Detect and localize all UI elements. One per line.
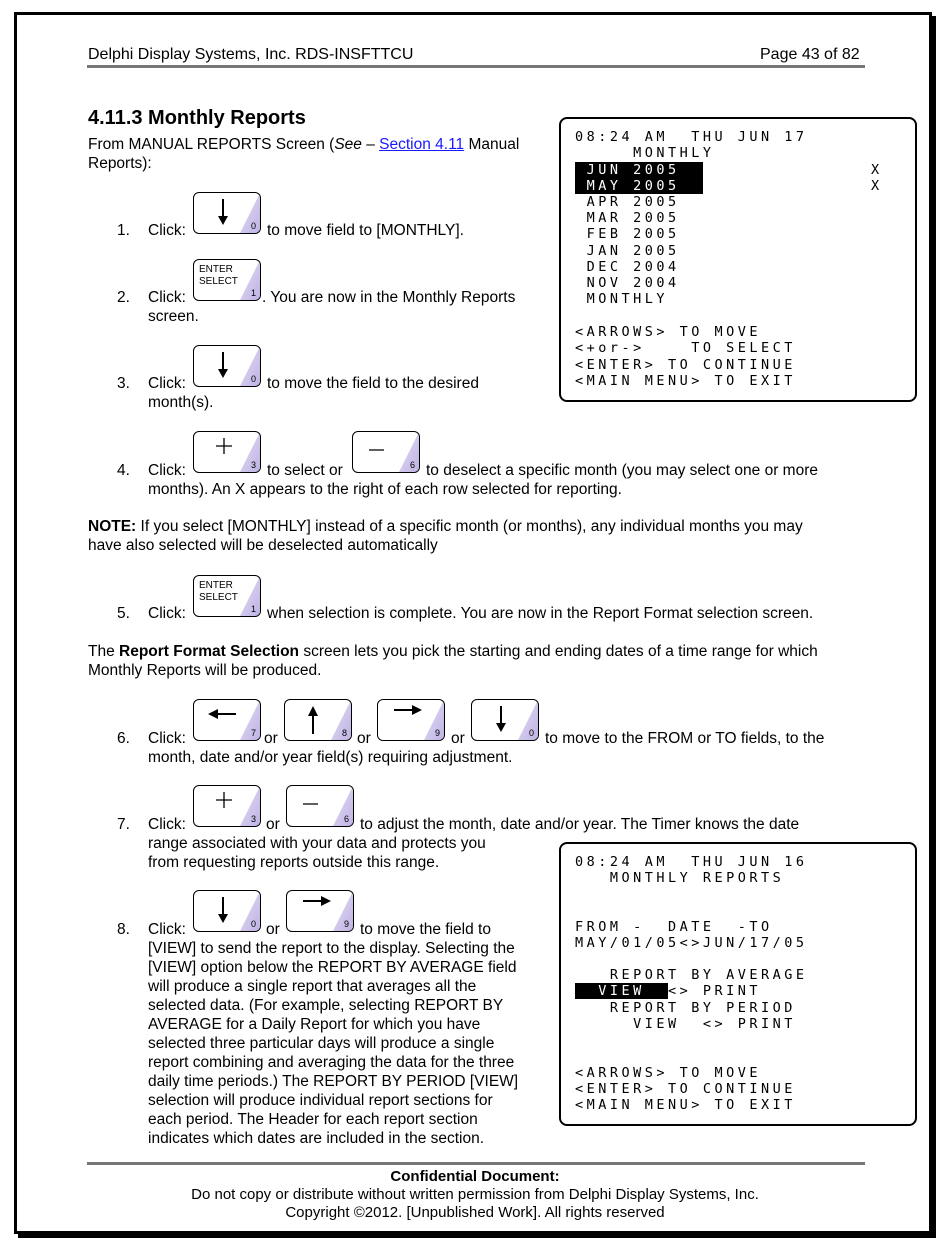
step-1-text: to move field to [MONTHLY]. <box>267 222 464 239</box>
screen-heading: MONTHLY <box>575 145 715 161</box>
screen-view-print-row <box>575 983 761 999</box>
note-line1: If you select [MONTHLY] instead of a specific month (or months), any individual months you may <box>136 518 803 535</box>
key-number: 8 <box>341 728 347 738</box>
screen-row: DEC 2004 <box>575 259 680 275</box>
step-8-line: [VIEW] to send the report to the display. Selecting the <box>148 940 515 957</box>
step-3-text2: month(s). <box>148 394 214 411</box>
step-4-click: Click: <box>148 462 186 479</box>
step-4-number: 4. <box>117 462 130 479</box>
step-4-text: to deselect a specific month (you may select one or more <box>426 462 818 479</box>
step-6-or: or <box>451 730 465 747</box>
step-2-number: 2. <box>117 289 130 306</box>
step-1-click: Click: <box>148 222 186 239</box>
left-arrow-key <box>193 699 261 741</box>
note-line2: have also selected will be deselected automatically <box>88 537 438 554</box>
down-arrow-key <box>193 192 261 234</box>
screen-row: NOV 2004 <box>575 275 680 291</box>
step-6-text2: month, date and/or year field(s) requiring adjustment. <box>148 749 513 766</box>
step-3-number: 3. <box>117 375 130 392</box>
screen-report-by-period: REPORT BY PERIOD <box>575 1000 796 1016</box>
screen-help-line: <ARROWS> TO MOVE <box>575 1065 762 1081</box>
step-8-line: [VIEW] option below the REPORT BY AVERAGE field <box>148 959 517 976</box>
step-5-number: 5. <box>117 605 130 622</box>
key-number: 6 <box>343 814 349 824</box>
minus-key <box>286 785 354 827</box>
right-arrow-key <box>286 890 354 932</box>
key-number: 1 <box>250 288 256 298</box>
step-8-line: indicates which dates are included in the section. <box>148 1130 485 1147</box>
plus-key <box>193 431 261 473</box>
screen-report-by-average: REPORT BY AVERAGE <box>575 967 808 983</box>
step-7-text: to adjust the month, date and/or year. The Timer knows the date <box>360 816 800 833</box>
key-number: 9 <box>434 728 440 738</box>
right-arrow-key <box>377 699 445 741</box>
rf-bold: Report Format Selection <box>119 643 300 660</box>
step-8-line: each period. The Header for each report section <box>148 1111 478 1128</box>
rf-line2: Monthly Reports will be produced. <box>88 662 322 679</box>
screen-help-line: <+or-> TO SELECT <box>575 340 796 356</box>
step-1-number: 1. <box>117 222 130 239</box>
header-rule <box>87 65 865 68</box>
screen-date-range: MAY/01/05<>JUN/17/05 <box>575 935 808 951</box>
screen-row: MONTHLY <box>575 291 669 307</box>
section-title: 4.11.3 Monthly Reports <box>88 107 306 129</box>
step-2-text2: screen. <box>148 308 199 325</box>
key-number: 9 <box>343 919 349 929</box>
step-8-paragraph <box>148 939 548 1148</box>
enter-select-key <box>193 575 261 617</box>
step-7-text2: range associated with your data and protects you <box>148 835 486 852</box>
rf-post: screen lets you pick the starting and ending dates of a time range for which <box>299 643 818 660</box>
key-number: 3 <box>250 460 256 470</box>
screen-clock-line: 08:24 AM THU JUN 16 <box>575 854 808 870</box>
screen-help-line: <ENTER> TO CONTINUE <box>575 1081 796 1097</box>
header-page-number: Page 43 of 82 <box>760 46 860 63</box>
step-8-line: selected data. (For example, selecting REPORT BY <box>148 997 504 1014</box>
step-5-text: when selection is complete. You are now in the Report Format selection screen. <box>267 605 814 622</box>
intro-see: See <box>334 136 362 153</box>
screen-help-line: <MAIN MENU> TO EXIT <box>575 373 796 389</box>
down-arrow-key <box>471 699 539 741</box>
screen-view-print-row: VIEW <> PRINT <box>575 1016 796 1032</box>
step-7-or: or <box>266 816 280 833</box>
step-6-number: 6. <box>117 730 130 747</box>
report-format-screen <box>559 842 917 1126</box>
key-number: 0 <box>250 221 256 231</box>
step-2-click: Click: <box>148 289 186 306</box>
key-number: 1 <box>250 604 256 614</box>
step-8-line: daily time periods.) The REPORT BY PERIOD [VIEW] <box>148 1073 519 1090</box>
key-number: 0 <box>528 728 534 738</box>
screen-help-line: <ARROWS> TO MOVE <box>575 324 762 340</box>
enter-select-key <box>193 259 261 301</box>
step-8-line: will produce a single report that averages all the <box>148 978 477 995</box>
enter-label: ENTER <box>199 580 233 591</box>
step-4-mid: to select or <box>267 462 343 479</box>
step-8-number: 8. <box>117 921 130 938</box>
step-8-line: selected three particular days will produce a single <box>148 1035 495 1052</box>
view-print-rest: <> PRINT <box>668 983 762 999</box>
intro-text <box>88 135 548 173</box>
row-highlight: JUN 2005 <box>575 162 703 178</box>
intro-pre: From MANUAL REPORTS Screen ( <box>88 136 335 153</box>
step-5-click: Click: <box>148 605 186 622</box>
step-7-click: Click: <box>148 816 186 833</box>
enter-label: ENTER <box>199 264 233 275</box>
screen-row: APR 2005 <box>575 194 680 210</box>
screen-row: FEB 2005 <box>575 226 680 242</box>
key-number: 0 <box>250 919 256 929</box>
key-number: 6 <box>409 460 415 470</box>
step-8-click: Click: <box>148 921 186 938</box>
step-7-text3: from requesting reports outside this range. <box>148 854 440 871</box>
step-2-text: . You are now in the Monthly Reports <box>262 289 516 306</box>
view-highlight: VIEW <box>575 983 669 999</box>
step-3-click: Click: <box>148 375 186 392</box>
screen-row-selected <box>575 162 703 178</box>
note-block <box>88 517 878 555</box>
step-8-text: to move the field to <box>360 921 491 938</box>
intro-post: Manual <box>464 136 520 153</box>
step-8-line: AVERAGE for a Daily Report for which you have <box>148 1016 481 1033</box>
key-number: 7 <box>250 728 256 738</box>
monthly-screen <box>559 117 917 402</box>
footer-line1: Do not copy or distribute without written permission from Delphi Display Systems, Inc. <box>191 1186 759 1203</box>
up-arrow-key <box>284 699 352 741</box>
screen-row: JAN 2005 <box>575 243 680 259</box>
select-label: SELECT <box>199 276 238 287</box>
step-8-or: or <box>266 921 280 938</box>
section-link[interactable]: Section 4.11 <box>379 136 465 153</box>
note-label: NOTE: <box>88 518 137 535</box>
plus-key <box>193 785 261 827</box>
intro-dash: – <box>361 136 380 153</box>
key-number: 3 <box>250 814 256 824</box>
step-8-line: report combining and averaging the data for the three <box>148 1054 515 1071</box>
step-6-click: Click: <box>148 730 186 747</box>
step-6-or: or <box>264 730 278 747</box>
enter-select-label <box>199 264 238 288</box>
step-3-text: to move the field to the desired <box>267 375 479 392</box>
report-format-paragraph <box>88 642 878 680</box>
enter-select-label <box>199 580 238 604</box>
step-6-or: or <box>357 730 371 747</box>
screen-help-line: <MAIN MENU> TO EXIT <box>575 1097 796 1113</box>
row-x-mark: X <box>871 162 883 178</box>
row-x-mark: X <box>871 178 883 194</box>
down-arrow-key <box>193 345 261 387</box>
step-7-number: 7. <box>117 816 130 833</box>
footer-rule <box>87 1162 865 1165</box>
minus-key <box>352 431 420 473</box>
screen-row: MAR 2005 <box>575 210 680 226</box>
step-6-text: to move to the FROM or TO fields, to the <box>545 730 825 747</box>
footer-line2: Copyright ©2012. [Unpublished Work]. All rights reserved <box>285 1204 665 1221</box>
screen-from-to-label: FROM - DATE -TO <box>575 919 773 935</box>
screen-clock-line: 08:24 AM THU JUN 17 <box>575 129 808 145</box>
step-4-text2: months). An X appears to the right of each row selected for reporting. <box>148 481 622 498</box>
row-highlight: MAY 2005 <box>575 178 703 194</box>
key-number: 0 <box>250 374 256 384</box>
screen-heading: MONTHLY REPORTS <box>575 870 785 886</box>
screen-row-selected <box>575 178 703 194</box>
footer-title: Confidential Document: <box>390 1168 560 1185</box>
step-8-line: selection will produce individual report sections for <box>148 1092 493 1109</box>
rf-pre: The <box>88 643 120 660</box>
intro-line2: Reports): <box>88 155 152 172</box>
down-arrow-key <box>193 890 261 932</box>
select-label: SELECT <box>199 592 238 603</box>
screen-help-line: <ENTER> TO CONTINUE <box>575 357 796 373</box>
header-doc-title: Delphi Display Systems, Inc. RDS-INSFTTCU <box>88 46 414 63</box>
